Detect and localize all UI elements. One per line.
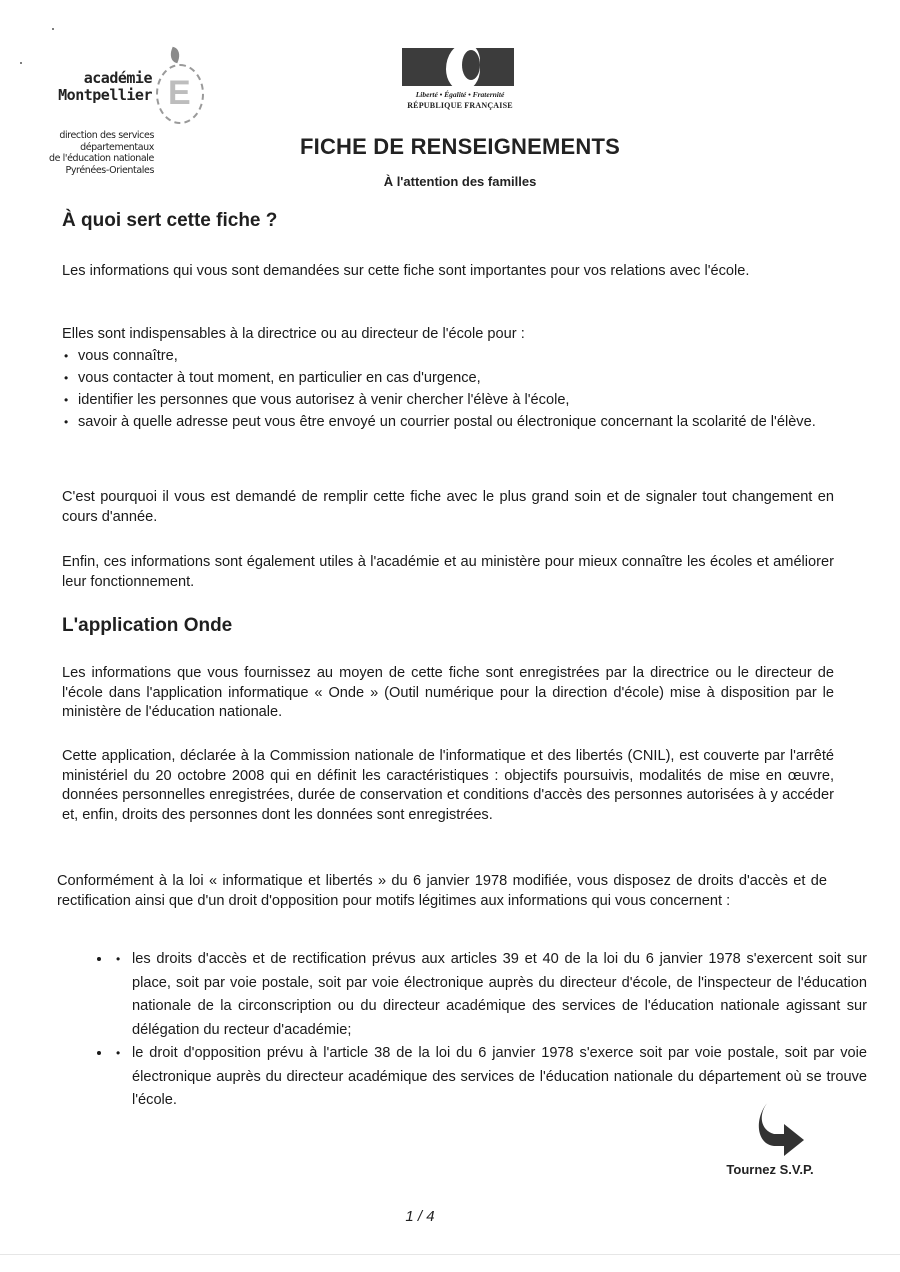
leaf-icon <box>168 47 182 64</box>
list-item <box>112 1042 867 1113</box>
academie-subtitle <box>49 130 154 176</box>
scan-speck <box>20 62 22 64</box>
document-subtitle: À l'attention des familles <box>383 174 537 189</box>
scan-edge-line <box>0 1254 900 1255</box>
list-item-text: les droits d'accès et de rectification prévus aux articles 39 et 40 de la loi du 6 janvier 1978 s'exercent soit sur place, soit par voie postale, soit par voie électronique auprès du directeur d'école, de l'inspecteur de l'éducation nationale de la circonscription ou du directeur académique des services de l'éducation nationale agissant sur délégation du recteur d'académie; <box>132 951 867 1038</box>
republique-francaise-logo <box>398 48 522 118</box>
list-item-text: identifier les personnes que vous autorisez à venir chercher l'élève à l'école, <box>78 392 570 408</box>
academie-montpellier-logo <box>48 48 220 188</box>
bullet-icon: • • <box>116 1046 121 1060</box>
list-item <box>40 411 834 433</box>
marianne-hair <box>462 50 480 80</box>
section-heading: L'application Onde <box>62 615 233 636</box>
paragraph: Les informations qui vous sont demandées sur cette fiche sont importantes pour vos relations avec l'école. <box>62 263 750 279</box>
list-item <box>112 948 867 1042</box>
list-item <box>40 345 834 367</box>
list-item-text: vous connaître, <box>78 348 178 364</box>
academie-sub-line: de l'éducation nationale <box>48 153 154 164</box>
paragraph: Cette application, déclarée à la Commission nationale de l'informatique et des libertés (CNIL), est couverte par l'arrêté ministériel du 20 octobre 2008 qui en définit les caractéristiques : objectifs poursuivis, modalités de mise en œuvre, données personnelles enregistrées, durée de conservation et conditions d'accès des personnes autorisées à y accéder et, enfin, droits des personnes dont les données sont enregistrées. <box>62 748 834 823</box>
list-item <box>40 367 834 389</box>
marianne-emblem-icon <box>402 48 514 86</box>
academie-line2: Montpellier <box>58 86 152 104</box>
republic-motto: Liberté • Égalité • Fraternité <box>415 90 505 99</box>
list-item <box>40 389 834 411</box>
list-item-text: savoir à quelle adresse peut vous être envoyé un courrier postal ou électronique concernant la scolarité de l'élève. <box>78 414 816 430</box>
paragraph: Les informations que vous fournissez au moyen de cette fiche sont enregistrées par la directrice ou le directeur de l'école dans l'application informatique « Onde » (Outil numérique pour la direction d'école) mise à disposition par le ministère de l'éducation nationale. <box>62 665 834 720</box>
purpose-list <box>40 345 834 433</box>
list-item-text: le droit d'opposition prévu à l'article 38 de la loi du 6 janvier 1978 s'exerce soit par voie postale, soit par voie électronique auprès du directeur académique des services de l'éducation nationale du département où se trouve l'école. <box>132 1045 867 1108</box>
paragraph: Conformément à la loi « informatique et libertés » du 6 janvier 1978 modifiée, vous disposez de droits d'accès et de rectification ainsi que d'un droit d'opposition pour motifs légitimes aux informations qui vous concernent : <box>57 873 827 909</box>
bullet-icon: • <box>64 415 69 429</box>
rights-list <box>72 948 867 1113</box>
scan-speck <box>52 28 54 30</box>
list-item-text: vous contacter à tout moment, en particulier en cas d'urgence, <box>78 370 481 386</box>
academie-name <box>58 70 152 104</box>
section-heading: À quoi sert cette fiche ? <box>62 210 278 231</box>
list-intro: Elles sont indispensables à la directrice ou au directeur de l'école pour : <box>62 326 525 342</box>
academie-line1: académie <box>83 69 152 87</box>
academie-sub-line: direction des services <box>59 130 154 141</box>
page-number: 1 / 4 <box>405 1208 435 1225</box>
e-emblem-icon: E <box>168 74 191 112</box>
bullet-icon: • <box>64 371 69 385</box>
bullet-icon: • • <box>116 952 121 966</box>
turn-over-label: Tournez S.V.P. <box>726 1162 814 1177</box>
paragraph: Enfin, ces informations sont également utiles à l'académie et au ministère pour mieux connaître les écoles et améliorer leur fonctionnement. <box>62 554 834 590</box>
bullet-icon: • <box>64 349 69 363</box>
curved-arrow-right-icon <box>756 1100 806 1158</box>
paragraph: C'est pourquoi il vous est demandé de remplir cette fiche avec le plus grand soin et de signaler tout changement en cours d'année. <box>62 489 834 525</box>
republic-name: RÉPUBLIQUE FRANÇAISE <box>407 101 513 110</box>
academie-sub-line: Pyrénées-Orientales <box>65 164 154 176</box>
document-title: FICHE DE RENSEIGNEMENTS <box>300 134 620 159</box>
bullet-icon: • <box>64 393 69 407</box>
academie-sub-line: départementaux <box>80 141 154 153</box>
